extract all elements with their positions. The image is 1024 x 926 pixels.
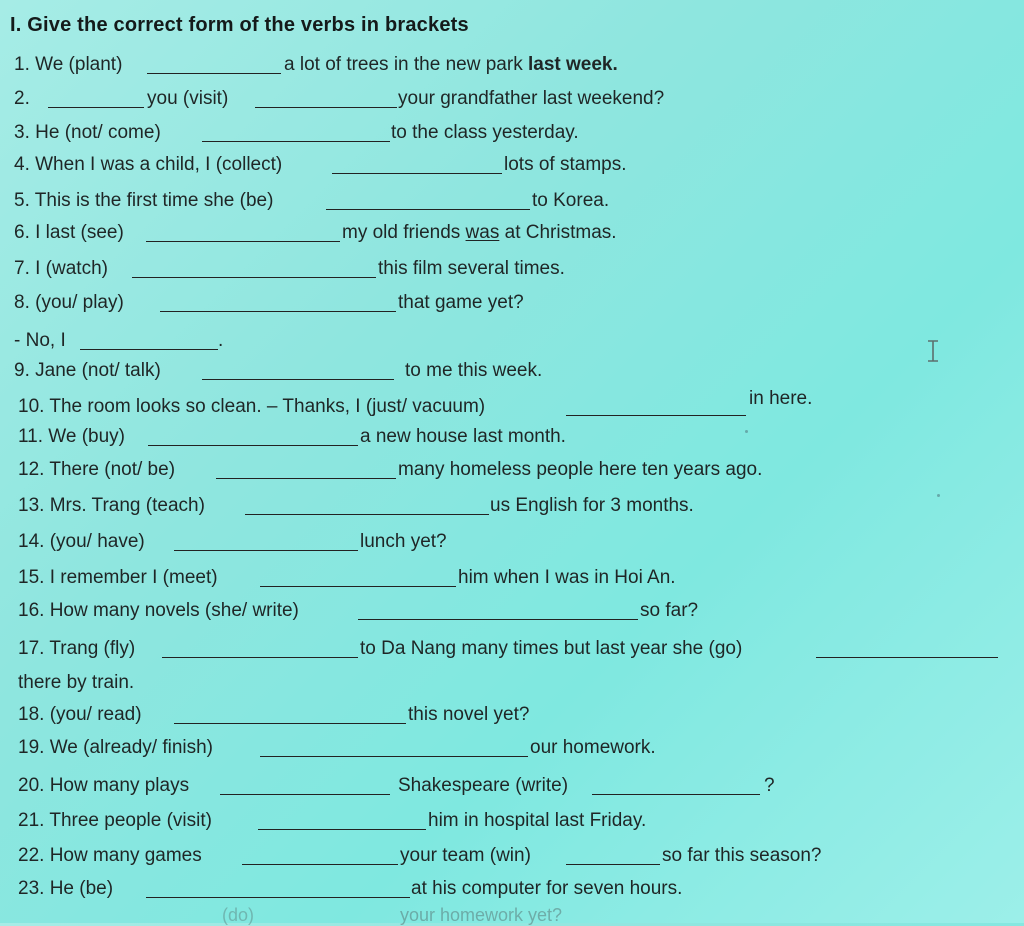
item-14-prompt: 14. (you/ have) bbox=[18, 531, 145, 552]
answer-blank[interactable] bbox=[146, 241, 340, 242]
item-11-prompt: 11. We (buy) bbox=[18, 426, 126, 447]
item-10-rest: in here. bbox=[749, 388, 813, 409]
answer-blank[interactable] bbox=[242, 864, 398, 865]
item-11-rest: a new house last month. bbox=[360, 426, 566, 447]
answer-blank[interactable] bbox=[566, 864, 660, 865]
item-5-rest: to Korea. bbox=[532, 190, 610, 211]
answer-blank[interactable] bbox=[326, 209, 530, 210]
answer-blank[interactable] bbox=[202, 141, 390, 142]
item-19-rest: our homework. bbox=[530, 737, 656, 758]
answer-blank[interactable] bbox=[132, 277, 376, 278]
item-22-mid: your team (win) bbox=[400, 845, 531, 866]
item-20-mid: Shakespeare (write) bbox=[398, 775, 569, 796]
item-18-rest: this novel yet? bbox=[408, 704, 530, 725]
item-8-reply-end: . bbox=[218, 330, 224, 351]
answer-blank[interactable] bbox=[162, 657, 358, 658]
answer-blank[interactable] bbox=[174, 550, 358, 551]
item-8-reply-prompt: - No, I bbox=[14, 330, 66, 351]
speck bbox=[745, 430, 748, 433]
item-18-prompt: 18. (you/ read) bbox=[18, 704, 142, 725]
item-2-mid: you (visit) bbox=[147, 88, 229, 109]
speck bbox=[937, 494, 940, 497]
answer-blank[interactable] bbox=[255, 107, 397, 108]
item-5-prompt: 5. This is the first time she (be) bbox=[14, 190, 274, 211]
item-1-rest bbox=[284, 50, 618, 80]
item-13-prompt: 13. Mrs. Trang (teach) bbox=[18, 495, 205, 516]
item-15-prompt: 15. I remember I (meet) bbox=[18, 567, 218, 588]
item-7-rest: this film several times. bbox=[378, 258, 565, 279]
answer-blank[interactable] bbox=[260, 756, 528, 757]
cut-off-text-left: (do) bbox=[222, 905, 255, 925]
answer-blank[interactable] bbox=[148, 445, 358, 446]
item-1-prompt: 1. We (plant) bbox=[14, 54, 123, 75]
item-15-rest: him when I was in Hoi An. bbox=[458, 567, 676, 588]
item-1-text: a lot of trees in the new park bbox=[284, 54, 528, 75]
item-6-text: my old friends bbox=[342, 222, 466, 243]
answer-blank[interactable] bbox=[220, 794, 390, 795]
answer-blank[interactable] bbox=[80, 349, 218, 350]
answer-blank[interactable] bbox=[48, 107, 144, 108]
item-2-number: 2. bbox=[14, 88, 30, 109]
answer-blank[interactable] bbox=[216, 478, 396, 479]
answer-blank[interactable] bbox=[202, 379, 394, 380]
item-21-prompt: 21. Three people (visit) bbox=[18, 810, 212, 831]
item-8-prompt: 8. (you/ play) bbox=[14, 292, 124, 313]
item-17-rest: to Da Nang many times but last year she (go) bbox=[360, 638, 743, 659]
answer-blank[interactable] bbox=[260, 586, 456, 587]
answer-blank[interactable] bbox=[332, 173, 502, 174]
item-2-rest: your grandfather last weekend? bbox=[398, 88, 665, 109]
answer-blank[interactable] bbox=[566, 415, 746, 416]
item-22-rest: so far this season? bbox=[662, 845, 822, 866]
answer-blank[interactable] bbox=[146, 897, 410, 898]
item-3-prompt: 3. He (not/ come) bbox=[14, 122, 161, 143]
item-21-rest: him in hospital last Friday. bbox=[428, 810, 647, 831]
item-4-prompt: 4. When I was a child, I (collect) bbox=[14, 154, 283, 175]
answer-blank[interactable] bbox=[160, 311, 396, 312]
item-10-prompt: 10. The room looks so clean. – Thanks, I (just/ vacuum) bbox=[18, 396, 486, 417]
item-7-prompt: 7. I (watch) bbox=[14, 258, 108, 279]
answer-blank[interactable] bbox=[174, 723, 406, 724]
item-6-rest bbox=[342, 218, 617, 248]
answer-blank[interactable] bbox=[358, 619, 638, 620]
item-12-prompt: 12. There (not/ be) bbox=[18, 459, 176, 480]
item-17-tail: there by train. bbox=[18, 672, 135, 693]
item-23-prompt: 23. He (be) bbox=[18, 878, 114, 899]
item-3-rest: to the class yesterday. bbox=[391, 122, 579, 143]
text-cursor-icon bbox=[926, 340, 940, 362]
item-22-prompt: 22. How many games bbox=[18, 845, 202, 866]
item-6-tail: at Christmas. bbox=[499, 222, 617, 243]
item-19-prompt: 19. We (already/ finish) bbox=[18, 737, 214, 758]
item-13-rest: us English for 3 months. bbox=[490, 495, 694, 516]
answer-blank[interactable] bbox=[592, 794, 760, 795]
item-8-rest: that game yet? bbox=[398, 292, 524, 313]
item-4-rest: lots of stamps. bbox=[504, 154, 627, 175]
cut-off-text-right: your homework yet? bbox=[400, 905, 563, 925]
answer-blank[interactable] bbox=[245, 514, 489, 515]
item-1-bold: last week. bbox=[527, 54, 618, 75]
item-20-end: ? bbox=[764, 775, 775, 796]
answer-blank[interactable] bbox=[816, 657, 998, 658]
item-20-prompt: 20. How many plays bbox=[18, 775, 190, 796]
item-16-prompt: 16. How many novels (she/ write) bbox=[18, 600, 299, 621]
item-17-prompt: 17. Trang (fly) bbox=[18, 638, 136, 659]
item-9-prompt: 9. Jane (not/ talk) bbox=[14, 360, 161, 381]
exercise-title: I. Give the correct form of the verbs in brackets bbox=[10, 14, 469, 36]
answer-blank[interactable] bbox=[258, 829, 426, 830]
item-23-rest: at his computer for seven hours. bbox=[411, 878, 683, 899]
item-6-prompt: 6. I last (see) bbox=[14, 222, 124, 243]
item-9-rest: to me this week. bbox=[405, 360, 543, 381]
answer-blank[interactable] bbox=[147, 73, 281, 74]
item-6-underlined: was bbox=[465, 222, 500, 243]
item-16-rest: so far? bbox=[640, 600, 699, 621]
item-14-rest: lunch yet? bbox=[360, 531, 447, 552]
item-12-rest: many homeless people here ten years ago. bbox=[398, 459, 763, 480]
